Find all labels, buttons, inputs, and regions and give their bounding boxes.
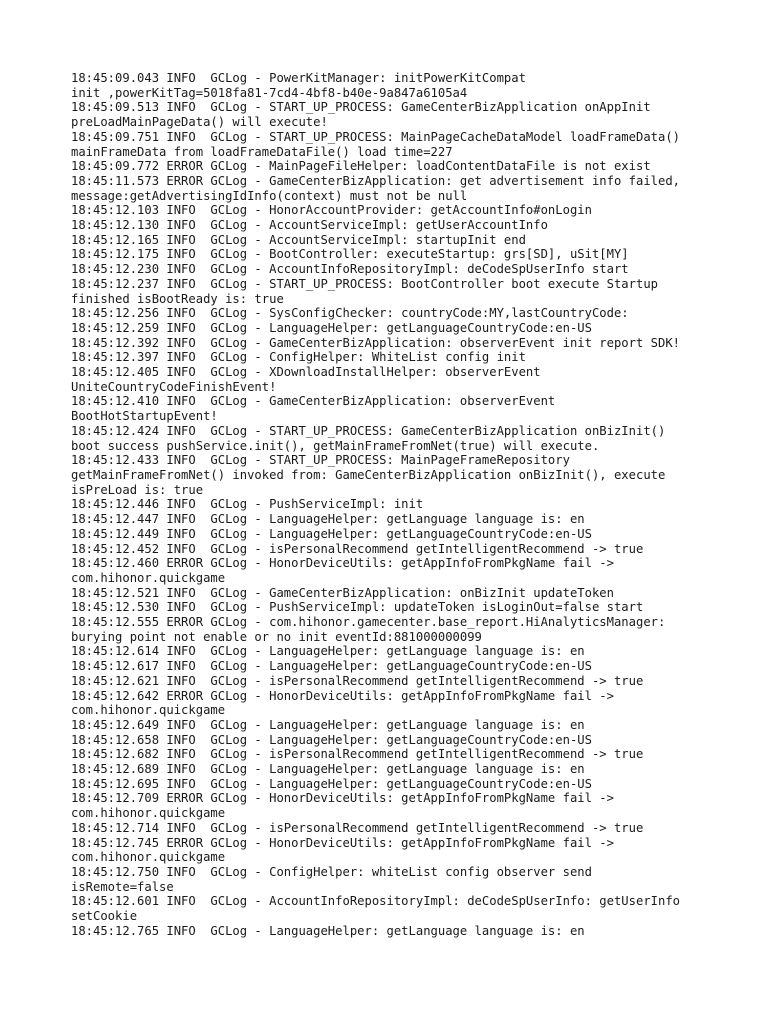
log-line: 18:45:09.751 INFO GCLog - START_UP_PROCESS: MainPageCacheDataModel loadFrameData(): [71, 129, 681, 144]
log-line: 18:45:12.601 INFO GCLog - AccountInfoRepositoryImpl: deCodeSpUserInfo: getUserInfo: [71, 894, 681, 909]
log-line: com.hihonor.quickgame: [71, 703, 226, 718]
log-line: 18:45:12.165 INFO GCLog - AccountServiceImpl: startupInit end: [71, 232, 526, 247]
log-line: 18:45:12.709 ERROR GCLog - HonorDeviceUtils: getAppInfoFromPkgName fail ->: [71, 791, 614, 806]
log-line: finished isBootReady is: true: [71, 291, 284, 306]
log-line: 18:45:12.658 INFO GCLog - LanguageHelper: getLanguageCountryCode:en-US: [71, 732, 592, 747]
log-line: 18:45:12.259 INFO GCLog - LanguageHelper: getLanguageCountryCode:en-US: [71, 320, 592, 335]
log-line: isRemote=false: [71, 879, 174, 894]
log-line: 18:45:12.530 INFO GCLog - PushServiceImpl: updateToken isLoginOut=false start: [71, 600, 644, 615]
log-line: com.hihonor.quickgame: [71, 850, 226, 865]
log-line: init ,powerKitTag=5018fa81-7cd4-4bf8-b40e-9a847a6105a4: [71, 85, 468, 100]
log-line: 18:45:12.695 INFO GCLog - LanguageHelper: getLanguageCountryCode:en-US: [71, 776, 592, 791]
log-line: 18:45:12.256 INFO GCLog - SysConfigChecker: countryCode:MY,lastCountryCode:: [71, 306, 629, 321]
log-line: setCookie: [71, 909, 138, 924]
log-line: 18:45:12.555 ERROR GCLog - com.hihonor.gamecenter.base_report.HiAnalyticsManager:: [71, 615, 666, 630]
log-line: com.hihonor.quickgame: [71, 806, 226, 821]
log-line: 18:45:12.621 INFO GCLog - isPersonalRecommend getIntelligentRecommend -> true: [71, 673, 644, 688]
log-line: 18:45:12.689 INFO GCLog - LanguageHelper: getLanguage language is: en: [71, 762, 585, 777]
log-line: isPreLoad is: true: [71, 482, 204, 497]
log-line: 18:45:12.521 INFO GCLog - GameCenterBizApplication: onBizInit updateToken: [71, 585, 614, 600]
log-line: 18:45:12.447 INFO GCLog - LanguageHelper: getLanguage language is: en: [71, 512, 585, 527]
log-line: preLoadMainPageData() will execute!: [71, 115, 328, 130]
log-line: 18:45:12.230 INFO GCLog - AccountInfoRepositoryImpl: deCodeSpUserInfo start: [71, 262, 629, 277]
log-line: BootHotStartupEvent!: [71, 409, 218, 424]
log-line: 18:45:12.642 ERROR GCLog - HonorDeviceUtils: getAppInfoFromPkgName fail ->: [71, 688, 614, 703]
log-line: getMainFrameFromNet() invoked from: GameCenterBizApplication onBizInit(), execute: [71, 467, 666, 482]
log-line: 18:45:12.237 INFO GCLog - START_UP_PROCESS: BootController boot execute Startup: [71, 276, 658, 291]
log-line: 18:45:12.649 INFO GCLog - LanguageHelper: getLanguage language is: en: [71, 717, 585, 732]
log-line: 18:45:12.452 INFO GCLog - isPersonalRecommend getIntelligentRecommend -> true: [71, 541, 644, 556]
log-line: 18:45:12.714 INFO GCLog - isPersonalRecommend getIntelligentRecommend -> true: [71, 820, 644, 835]
log-line: mainFrameData from loadFrameDataFile() load time=227: [71, 144, 453, 159]
log-line: 18:45:12.765 INFO GCLog - LanguageHelper: getLanguage language is: en: [71, 923, 585, 938]
log-line: burying point not enable or no init eventId:881000000099: [71, 629, 482, 644]
log-line: 18:45:09.772 ERROR GCLog - MainPageFileHelper: loadContentDataFile is not exist: [71, 159, 651, 174]
log-line: 18:45:12.433 INFO GCLog - START_UP_PROCESS: MainPageFrameRepository: [71, 453, 570, 468]
log-line: 18:45:12.410 INFO GCLog - GameCenterBizApplication: observerEvent: [71, 394, 556, 409]
log-line: 18:45:12.745 ERROR GCLog - HonorDeviceUtils: getAppInfoFromPkgName fail ->: [71, 835, 614, 850]
log-line: 18:45:11.573 ERROR GCLog - GameCenterBizApplication: get advertisement info failed,: [71, 173, 681, 188]
log-line: 18:45:12.617 INFO GCLog - LanguageHelper: getLanguageCountryCode:en-US: [71, 659, 592, 674]
log-line: 18:45:09.513 INFO GCLog - START_UP_PROCESS: GameCenterBizApplication onAppInit: [71, 100, 651, 115]
log-line: 18:45:12.103 INFO GCLog - HonorAccountProvider: getAccountInfo#onLogin: [71, 203, 592, 218]
log-line: 18:45:12.130 INFO GCLog - AccountServiceImpl: getUserAccountInfo: [71, 218, 548, 233]
log-line: 18:45:09.043 INFO GCLog - PowerKitManager: initPowerKitCompat: [71, 71, 526, 85]
log-line: com.hihonor.quickgame: [71, 570, 226, 585]
log-line: 18:45:12.614 INFO GCLog - LanguageHelper: getLanguage language is: en: [71, 644, 585, 659]
log-line: 18:45:12.446 INFO GCLog - PushServiceImpl: init: [71, 497, 424, 512]
log-line: 18:45:12.175 INFO GCLog - BootController: executeStartup: grs[SD], uSit[MY]: [71, 247, 629, 262]
log-document: [71, 71, 761, 938]
log-line: 18:45:12.682 INFO GCLog - isPersonalRecommend getIntelligentRecommend -> true: [71, 747, 644, 762]
log-line: UniteCountryCodeFinishEvent!: [71, 379, 277, 394]
log-line: message:getAdvertisingIdInfo(context) must not be null: [71, 188, 468, 203]
log-line: 18:45:12.460 ERROR GCLog - HonorDeviceUtils: getAppInfoFromPkgName fail ->: [71, 556, 614, 571]
log-line: 18:45:12.750 INFO GCLog - ConfigHelper: whiteList config observer send: [71, 864, 592, 879]
log-line: 18:45:12.397 INFO GCLog - ConfigHelper: WhiteList config init: [71, 350, 526, 365]
log-line: 18:45:12.424 INFO GCLog - START_UP_PROCESS: GameCenterBizApplication onBizInit(): [71, 423, 666, 438]
log-line: boot success pushService.init(), getMainFrameFromNet(true) will execute.: [71, 438, 600, 453]
log-line: 18:45:12.392 INFO GCLog - GameCenterBizApplication: observerEvent init report SDK!: [71, 335, 681, 350]
log-line: 18:45:12.449 INFO GCLog - LanguageHelper: getLanguageCountryCode:en-US: [71, 526, 592, 541]
log-line: 18:45:12.405 INFO GCLog - XDownloadInstallHelper: observerEvent: [71, 365, 541, 380]
